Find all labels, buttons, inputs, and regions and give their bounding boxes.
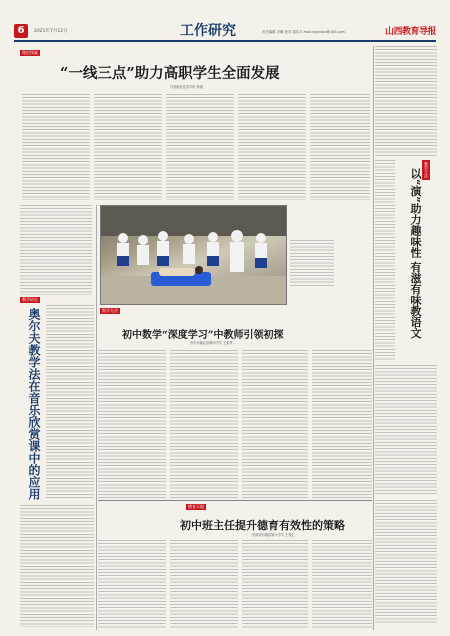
article3-byline: 晋中市榆社县第四中学 王素琴	[190, 341, 233, 345]
section-divider	[98, 500, 372, 501]
masthead-logo: 山西教育导报	[385, 27, 437, 37]
article4-title: 初中班主任提升德育有效性的策略	[180, 519, 345, 532]
header-divider	[14, 40, 436, 42]
article5-title: 以“演”助力趣味性 有滋有味教语文	[409, 168, 422, 339]
photo-scene	[101, 206, 286, 304]
issue-date: 2021年7月12日	[34, 29, 68, 34]
article3-tag: 数学方法	[102, 308, 118, 313]
column-separator	[373, 46, 374, 630]
article1-col-4	[238, 94, 306, 200]
article1-col-5	[310, 94, 370, 200]
article3-col-4	[312, 350, 372, 498]
article1-col-2	[94, 94, 162, 200]
right-column-text-side	[375, 160, 395, 360]
article2-title: 奥尔夫教学法在音乐欣赏课中的应用	[27, 308, 41, 500]
article4-col-4	[312, 540, 372, 628]
article3-col-1	[98, 350, 166, 498]
article2-tag: 教学研究	[22, 297, 38, 302]
article2-col-side	[46, 305, 94, 500]
article4-col-2	[170, 540, 238, 628]
column-separator	[96, 205, 97, 630]
right-column-text-bottom	[375, 365, 437, 495]
article4-col-1	[98, 540, 166, 628]
article2-col-bottom	[20, 505, 94, 627]
article1-col-3	[166, 94, 234, 200]
article5-tag: 教学方法	[424, 162, 429, 178]
news-photo	[100, 205, 287, 305]
page-number-badge: 6	[14, 24, 28, 38]
article1-tag: 理论探索	[22, 50, 38, 55]
section-title: 工作研究	[180, 23, 236, 39]
contact-info: 责任编辑 冯珊 校对 周英 E-mail:sxjyxbzx@163.com	[262, 30, 345, 34]
article3-title: 初中数学“深度学习”中教师引领初探	[122, 330, 284, 341]
article4-col-3	[242, 540, 308, 628]
page-header	[0, 0, 450, 44]
article2-col-left	[20, 205, 92, 295]
article1-title: “一线三点”助力高职学生全面发展	[60, 65, 280, 82]
article3-col-2	[170, 350, 238, 498]
article4-byline: 晋城市阳城县第六中学 王春生	[252, 533, 295, 537]
right-column-text-top	[375, 46, 437, 156]
article1-byline: 吕梁职业技术学院 杨斌	[170, 85, 203, 89]
article3-col-3	[242, 350, 308, 498]
article4-tag: 德育天地	[188, 504, 204, 509]
article1-col-1	[22, 94, 90, 200]
photo-caption	[290, 240, 334, 286]
right-column-text-lower	[375, 500, 437, 625]
